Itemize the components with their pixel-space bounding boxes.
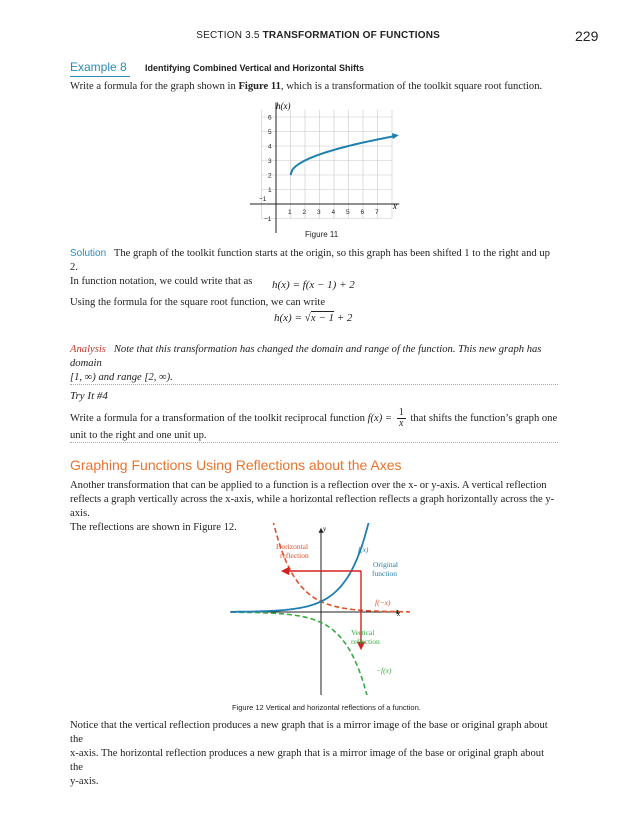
eq2-lhs: h(x) = [274,312,305,324]
analysis-label: Analysis [70,344,106,355]
tryit-text [70,408,558,443]
label-vertical-2: reflection [351,637,380,646]
tryit-bottom-rule [70,442,558,443]
example-rule [70,76,130,77]
figure-12-graph [230,523,410,695]
y-tick-label: −1 [264,216,272,223]
label-horizontal-2: reflection [280,551,309,560]
y-tick-label: 4 [268,143,272,151]
x-tick-label: 1 [288,209,292,216]
closing-line2: x-axis. The horizontal reflection produces a new graph that is a mirror image of the base or original graph about the [70,748,545,773]
original-curve [231,523,371,612]
analysis-line1: Note that this transformation has changed the domain and range of the function. This new graph has domain [70,344,542,369]
x-tick-label: 4 [331,209,336,216]
prompt-end: , which is a transformation of the toolkit square root function. [280,81,543,92]
label-horizontal: Horizontal [276,542,309,551]
fig12-y-label: y [323,525,327,533]
example-title: Identifying Combined Vertical and Horizontal Shifts [145,63,365,73]
x-tick-label: 3 [317,209,321,216]
running-header [0,30,440,41]
tryit-text-c: unit to the right and one unit up. [70,430,207,441]
y-tick-label: 1 [268,187,272,194]
tryit-top-rule [70,384,558,385]
solution-label: Solution [70,248,107,259]
example-label: Example 8 [70,60,127,74]
equation-2: h(x) = √x − 1 + 2 [274,312,353,324]
tryit-title: Try It #4 [70,390,108,402]
x-axis-label: x [393,201,397,211]
fraction-denominator: x [398,418,404,429]
y-tick-label: 6 [268,114,272,122]
fig12-x-label: x [397,610,401,618]
section-heading: Graphing Functions Using Reflections about the Axes [70,457,402,473]
tryit-text-b: that shifts the function’s graph one [407,412,558,424]
intro-line2: reflects a graph vertically across the x-axis, while a horizontal reflection reflects a graph horizontally across the y-axis. [70,494,555,519]
eq2-radicand: x − 1 [310,312,334,324]
tryit-fraction [397,408,406,429]
section-number: SECTION 3.5 [196,30,260,41]
x-tick-label: 5 [346,209,350,216]
closing-paragraph [70,719,558,789]
prompt-start: Write a formula for the graph shown in [70,81,239,92]
fraction-numerator: 1 [398,407,404,418]
solution-line3: Using the formula for the square root function, we can write [70,297,326,308]
closing-line1: Notice that the vertical reflection produces a new graph that is a mirror image of the base or original graph about the [70,720,548,745]
label-neg-fx: −f(x) [376,666,392,675]
figure-11-caption: Figure 11 [305,230,339,239]
analysis-text [70,343,558,385]
solution-line2: In function notation, we could write that as [70,276,253,287]
section-title: TRANSFORMATION OF FUNCTIONS [262,30,440,41]
h-curve [291,136,395,175]
equation-1: h(x) = f(x − 1) + 2 [272,279,355,291]
x-tick-label: −1 [259,196,267,203]
prompt-figure-ref: Figure 11 [238,81,281,92]
tryit-text-a: Write a formula for a transformation of the toolkit reciprocal function [70,412,368,424]
label-f-neg-x: f(−x) [375,598,391,607]
y-tick-label: 3 [268,158,272,165]
x-tick-label: 6 [360,209,365,216]
example-prompt [70,80,558,94]
label-function: function [372,569,397,578]
figure-12-caption: Figure 12 Vertical and horizontal reflections of a function. [232,703,421,712]
x-tick-label: 2 [302,209,307,216]
y-axis-label: h(x) [276,101,291,111]
label-vertical: Vertical [351,628,375,637]
figure-11-graph [230,100,410,242]
closing-line3: y-axis. [70,776,99,787]
tryit-fx: f(x) = [367,412,393,424]
analysis-line2: [1, ∞) and range [2, ∞). [70,372,173,383]
y-tick-label: 2 [268,172,272,180]
label-original: Original [373,560,398,569]
negative-f-curve [231,612,371,695]
solution-line1: The graph of the toolkit function starts at the origin, so this graph has been shifted 1 to the right and up 2. [70,248,550,273]
intro-line1: Another transformation that can be applied to a function is a reflection over the x- or y-axis. A vertical reflection [70,480,547,491]
eq2-rhs: + 2 [334,312,353,324]
y-tick-label: 5 [268,129,272,136]
page-number: 229 [575,28,599,44]
curve-arrowhead [392,133,399,139]
x-tick-label: 7 [375,209,379,216]
label-fx: f(x) [358,545,369,554]
intro-line3: The reflections are shown in Figure 12. [70,522,237,533]
